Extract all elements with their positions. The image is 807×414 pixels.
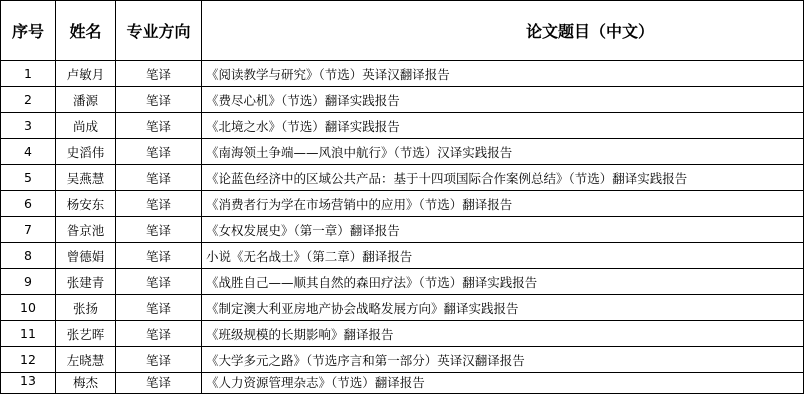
thesis-title: 小说《无名战士》（第二章）翻译报告 [202,243,804,269]
major-direction: 笔译 [116,139,202,165]
row-number: 8 [1,243,56,269]
row-number: 2 [1,87,56,113]
table-row [1,347,804,373]
major-direction: 笔译 [116,217,202,243]
student-name: 昝京池 [56,217,116,243]
header-name: 姓名 [56,1,116,61]
row-number: 12 [1,347,56,373]
student-name: 左晓慧 [56,347,116,373]
header-major: 专业方向 [116,1,202,61]
table-row [1,321,804,347]
table-row [1,217,804,243]
student-name: 史滔伟 [56,139,116,165]
row-number: 4 [1,139,56,165]
row-number: 9 [1,269,56,295]
thesis-title: 《阅读教学与研究》（节选）英译汉翻译报告 [202,61,804,87]
student-name: 吴燕慧 [56,165,116,191]
thesis-title: 《南海领土争端——风浪中航行》（节选）汉译实践报告 [202,139,804,165]
student-name: 尚成 [56,113,116,139]
row-number: 6 [1,191,56,217]
table-row [1,87,804,113]
thesis-title: 《班级规模的长期影响》翻译报告 [202,321,804,347]
row-number: 10 [1,295,56,321]
thesis-title: 《战胜自己——顺其自然的森田疗法》（节选）翻译实践报告 [202,269,804,295]
student-name: 张艺晖 [56,321,116,347]
header-title: 论文题目（中文） [202,1,804,61]
table-row [1,139,804,165]
table-row [1,165,804,191]
major-direction: 笔译 [116,321,202,347]
major-direction: 笔译 [116,295,202,321]
table-row [1,269,804,295]
table-body [1,61,804,394]
table-row [1,191,804,217]
thesis-title: 《大学多元之路》（节选序言和第一部分）英译汉翻译报告 [202,347,804,373]
student-name: 张建青 [56,269,116,295]
thesis-title: 《费尽心机》（节选）翻译实践报告 [202,87,804,113]
major-direction: 笔译 [116,243,202,269]
row-number: 13 [1,373,56,394]
major-direction: 笔译 [116,347,202,373]
table-row [1,113,804,139]
table-row [1,61,804,87]
thesis-title: 《人力资源管理杂志》（节选）翻译报告 [202,373,804,394]
thesis-title: 《论蓝色经济中的区域公共产品：基于十四项国际合作案例总结》（节选）翻译实践报告 [202,165,804,191]
row-number: 11 [1,321,56,347]
row-number: 7 [1,217,56,243]
student-name: 卢敏月 [56,61,116,87]
header-no: 序号 [1,1,56,61]
row-number: 1 [1,61,56,87]
major-direction: 笔译 [116,113,202,139]
major-direction: 笔译 [116,269,202,295]
thesis-title: 《女权发展史》（第一章）翻译报告 [202,217,804,243]
major-direction: 笔译 [116,61,202,87]
table-row [1,243,804,269]
student-name: 杨安东 [56,191,116,217]
row-number: 5 [1,165,56,191]
row-number: 3 [1,113,56,139]
student-name: 潘源 [56,87,116,113]
major-direction: 笔译 [116,87,202,113]
header-row [1,1,804,61]
major-direction: 笔译 [116,373,202,394]
student-name: 曾德娟 [56,243,116,269]
thesis-title: 《消费者行为学在市场营销中的应用》（节选）翻译报告 [202,191,804,217]
thesis-title: 《北境之水》（节选）翻译实践报告 [202,113,804,139]
table-row [1,295,804,321]
thesis-title: 《制定澳大利亚房地产协会战略发展方向》翻译实践报告 [202,295,804,321]
student-name: 梅杰 [56,373,116,394]
table-row [1,373,804,394]
major-direction: 笔译 [116,191,202,217]
student-name: 张扬 [56,295,116,321]
major-direction: 笔译 [116,165,202,191]
